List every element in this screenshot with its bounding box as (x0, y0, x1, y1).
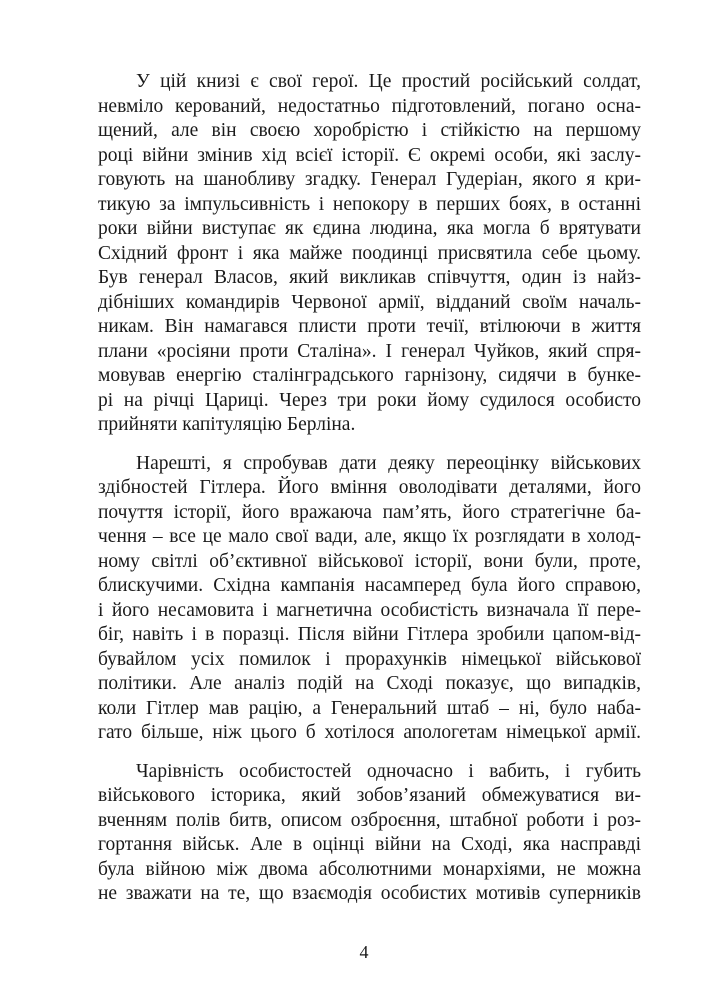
text-line: мовував енергію сталінградського гарнізону, сидячи в бунке- (98, 365, 641, 386)
text-line: плани «росіяни проти Сталіна». І генерал Чуйков, який спря- (98, 340, 641, 362)
text-line: роки війни виступає як єдина людина, яка могла б врятувати (98, 218, 641, 239)
text-line: почуття історії, його вражаюча пам’ять, його стратегічне ба- (98, 501, 641, 523)
text-line: прийняти капітуляцію Берліна. (98, 414, 356, 435)
text-line: блискучими. Східна кампанія насамперед була його справою, (98, 575, 641, 596)
text-line: році війни змінив хід всієї історії. Є окремі особи, які заслу- (98, 144, 641, 166)
text-line: не зважати на те, що взаємодія особистих мотивів суперників (98, 883, 641, 904)
text-line: Нарешті, я спробував дати деяку переоцінку військових (136, 452, 641, 474)
text-line: була війною між двома абсолютними монархіями, не можна (98, 858, 641, 880)
text-line: щений, але він своєю хоробрістю і стійкістю на першому (98, 120, 641, 141)
paragraph-1 (98, 70, 641, 438)
text-line: У цій книзі є свої герої. Це простий російський солдат, (136, 71, 641, 92)
text-line: рі на річці Цариці. Через три роки йому судилося особисто (98, 389, 641, 411)
body-text (98, 70, 641, 907)
text-line: Чарівність особистостей одночасно і вабить, і губить (136, 760, 641, 782)
text-line: політики. Але аналіз подій на Сході показує, що випадків, (98, 673, 641, 694)
text-line: невміло керований, недостатньо підготовлений, погано осна- (98, 95, 641, 117)
text-line: біг, навіть і в поразці. Після війни Гітлера зробили цапом-від- (98, 624, 641, 645)
text-line: никам. Він намагався плисти проти течії, втілюючи в життя (98, 316, 641, 337)
text-line: ному світлі об’єктивної військової історії, вони були, проте, (98, 550, 641, 572)
text-line: і його несамовита і магнетична особистість визначала її пере- (98, 599, 641, 621)
text-line: говують на шанобливу згадку. Генерал Гудеріан, якого я кри- (98, 169, 641, 190)
text-line: здібностей Гітлера. Його вміння оволодівати деталями, його (98, 477, 641, 498)
text-line: вченням полів битв, описом озброєння, штабної роботи і роз- (98, 809, 641, 831)
text-line: Східний фронт і яка майже поодинці присвятила себе цьому. (98, 242, 641, 264)
text-line: гато більше, ніж цього б хотілося апологетам німецької армії. (98, 722, 641, 743)
text-line: коли Гітлер мав рацію, а Генеральний штаб – ні, було наба- (98, 697, 641, 719)
text-line: тикую за імпульсивність і непокору в перших боях, в останні (98, 193, 641, 215)
text-line: гортання військ. Але в оцінці війни на Сході, яка насправді (98, 834, 641, 855)
paragraph-2 (98, 452, 641, 746)
text-line: Був генерал Власов, який викликав співчуття, один із найз- (98, 267, 641, 288)
text-line: дібніших командирів Червоної армії, відданий своїм началь- (98, 291, 641, 313)
text-line: бувайлом усіх помилок і прорахунків німецької військової (98, 648, 641, 670)
text-line: чення – все це мало свої вади, але, якщо їх розглядати в холод- (98, 526, 641, 547)
paragraph-3 (98, 760, 641, 907)
text-line: військового історика, який зобов’язаний обмежуватися ви- (98, 785, 641, 806)
page-number: 4 (359, 942, 369, 962)
